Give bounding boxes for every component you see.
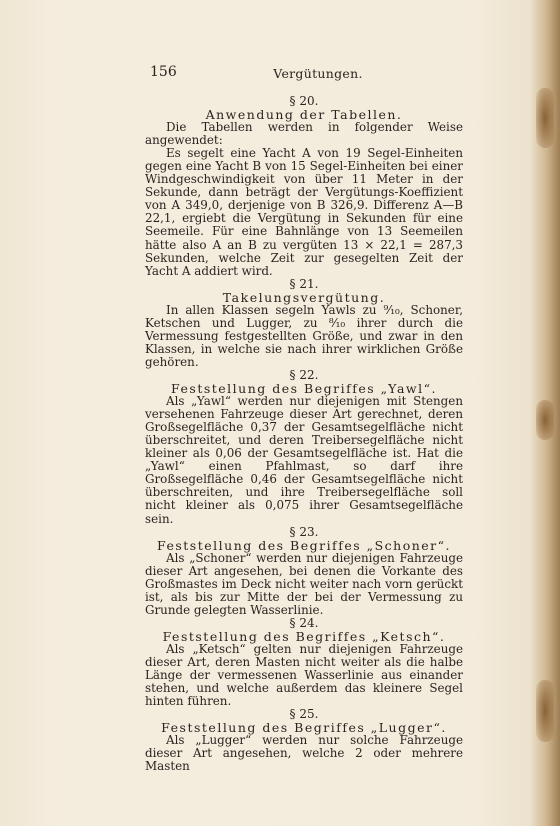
section-number: § 24. [289,615,319,630]
section-number: § 21. [289,276,319,291]
binding-stain [536,88,554,148]
section-number: § 25. [289,707,319,722]
section-title: Feststellung des Begriffes „Yawl“. [171,381,437,397]
binding-stain [536,400,554,440]
binding-stain [536,680,554,742]
paragraph: Als „Schoner“ werden nur diejenigen Fahrzeuge dieser Art angesehen, bei denen die Vorkante des Großmastes im Deck nicht weiter nach vorn gerückt ist, als bis zur Mitte der bei der Vermessung zu Grunde gelegten Wasserlinie. [145,550,463,617]
running-title: Vergütungen. [273,66,363,81]
section-number: § 20. [289,94,319,108]
section-title: Takelungsvergütung. [222,289,386,305]
section-title: Feststellung des Begriffes „Ketsch“. [162,628,446,644]
section-title: Anwendung der Tabellen. [205,107,403,123]
section-title: Feststellung des Begriffes „Lugger“. [161,720,447,736]
paragraph: Die Tabellen werden in folgender Weise angewendet: [145,120,463,148]
paragraph: In allen Klassen segeln Yawls zu ⁹⁄₁₀, Schoner, Ketschen und Lugger, zu ⁸⁄₁₀ ihrer durch die Vermessung festgestellten Größe, und zwar in den Klassen, in welche sie nach ihrer wirklichen Größe gehören. [145,302,463,369]
page-header [150,64,486,84]
paragraph: Als „Lugger“ werden nur solche Fahrzeuge dieser Art angesehen, welche 2 oder mehrere Masten [145,733,463,774]
section-number: § 23. [289,524,319,539]
section-title: Feststellung des Begriffes „Schoner“. [156,537,452,553]
body-text [145,95,463,773]
paragraph: Es segelt eine Yacht A von 19 Segel-Einheiten gegen eine Yacht B von 15 Segel-Einheiten bei einer Windgeschwindigkeit von über 11 Meter in der Sekunde, dann beträgt der Vergütungs-Koeffizient von A 349,0, derjenige von B 326,9. Differenz A—B 22,1, ergiebt die Vergütung in Sekunden für eine Seemeile. Für eine Bahnlänge von 13 Seemeilen hätte also A an B zu vergüten 13 × 22,1 = 287,3 Sekunden, welche Zeit zur gesegelten Zeit der Yacht A addiert wird. [145,146,463,278]
paragraph: Als „Yawl“ werden nur diejenigen mit Stengen versehenen Fahrzeuge dieser Art gerechnet, deren Großsegelfläche 0,37 der Gesamtsegelfläche nicht überschreitet, und deren Treibersegelfläche nicht kleiner als 0,06 der Gesamtsegelfläche ist. Hat die „Yawl“ einen Pfahlmast, so darf ihre Großsegelfläche 0,46 der Gesamtsegelfläche nicht überschreiten, und ihre Treibersegelfläche soll nicht kleiner als 0,075 ihrer Gesamtsegelfläche sein. [145,394,463,526]
section-number: § 22. [289,367,319,382]
page-number: 156 [150,64,177,80]
paragraph: Als „Ketsch“ gelten nur diejenigen Fahrzeuge dieser Art, deren Masten nicht weiter als die halbe Länge der vermessenen Wasserlinie aus einander stehen, und welche außerdem das kleinere Segel hinten führen. [145,641,463,709]
